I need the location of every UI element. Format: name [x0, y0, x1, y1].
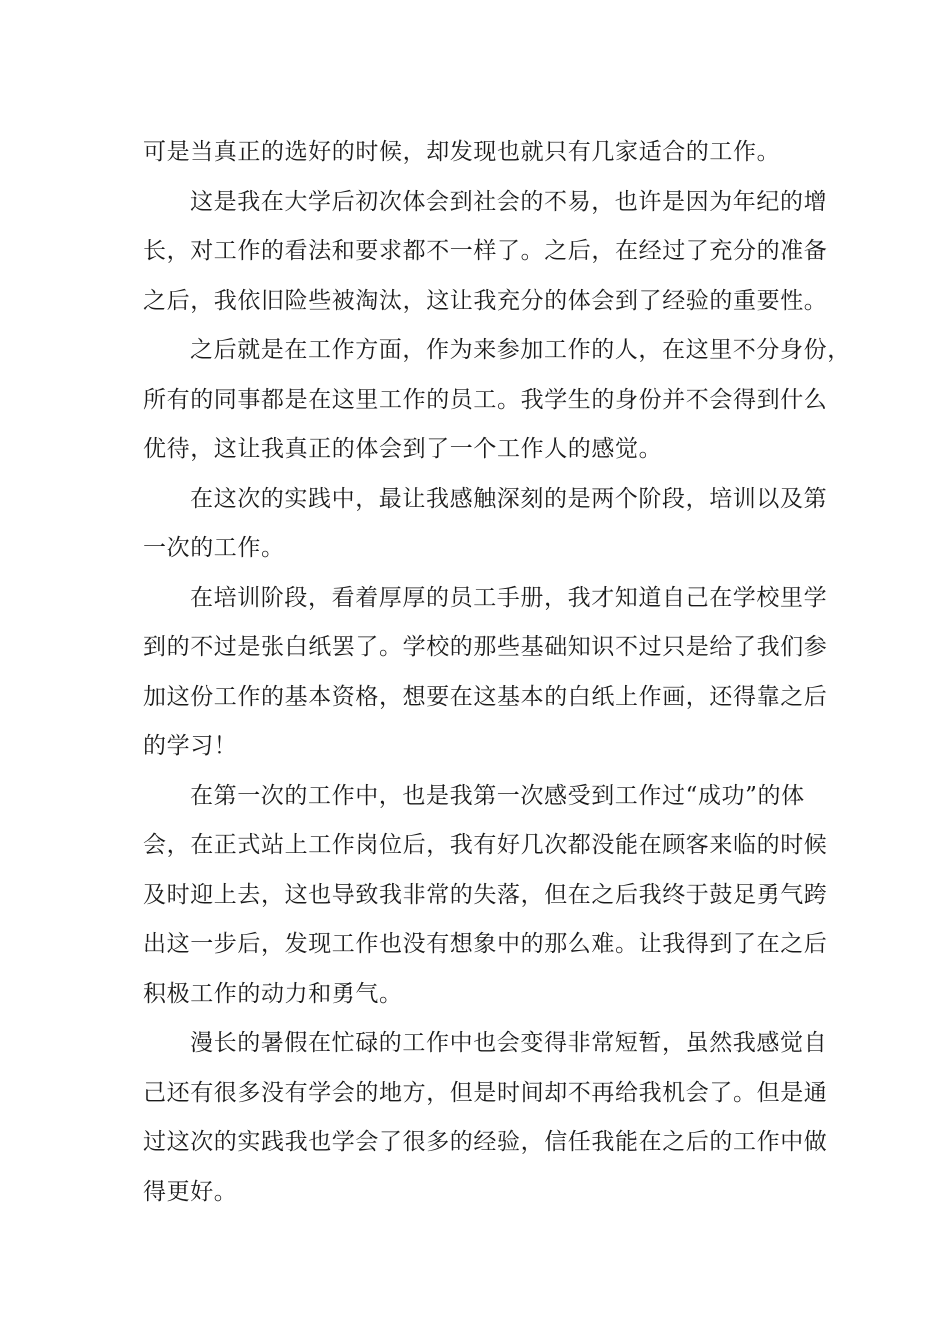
text-line: 会，在正式站上工作岗位后，我有好几次都没能在顾客来临的时候 — [143, 832, 828, 858]
text-line: 之后就是在工作方面，作为来参加工作的人，在这里不分身份， — [190, 337, 851, 363]
text-line: 优待，这让我真正的体会到了一个工作人的感觉。 — [143, 436, 663, 462]
paragraph-3 — [143, 326, 851, 475]
text-line: 加这份工作的基本资格，想要在这基本的白纸上作画，还得靠之后 — [143, 683, 828, 710]
text-line: 及时迎上去，这也导致我非常的失落，但在之后我终于鼓足勇气跨 — [143, 881, 828, 908]
text-line: 这是我在大学后初次体会到社会的不易，也许是因为年纪的增 — [190, 188, 828, 215]
text-line: 到的不过是张白纸罢了。学校的那些基础知识不过只是给了我们参 — [143, 634, 828, 660]
document-body — [143, 128, 851, 1217]
text-line: 在培训阶段，看着厚厚的员工手册，我才知道自己在学校里学 — [190, 584, 828, 611]
text-line: 的学习！ — [143, 733, 238, 759]
text-line: 在这次的实践中，最让我感触深刻的是两个阶段，培训以及第 — [190, 485, 828, 512]
text-line: 之后，我依旧险些被淘汰，这让我充分的体会到了经验的重要性。 — [143, 287, 828, 314]
text-line: 己还有很多没有学会的地方，但是时间却不再给我机会了。但是通 — [143, 1079, 828, 1106]
paragraph-1 — [143, 128, 807, 178]
text-line: 所有的同事都是在这里工作的员工。我学生的身份并不会得到什么 — [143, 386, 828, 413]
text-line: 长，对工作的看法和要求都不一样了。之后，在经过了充分的准备 — [143, 238, 828, 264]
text-line: 在第一次的工作中，也是我第一次感受到工作过“成功”的体 — [190, 782, 805, 809]
paragraph-4 — [143, 475, 828, 574]
text-line: 出这一步后，发现工作也没有想象中的那么难。让我得到了在之后 — [143, 931, 828, 957]
text-line: 可是当真正的选好的时候，却发现也就只有几家适合的工作。 — [143, 139, 781, 165]
paragraph-2 — [143, 178, 828, 327]
text-line: 积极工作的动力和勇气。 — [143, 980, 403, 1007]
paragraph-5 — [143, 574, 828, 772]
text-line: 过这次的实践我也学会了很多的经验，信任我能在之后的工作中做 — [143, 1129, 828, 1155]
text-line: 得更好。 — [143, 1178, 238, 1205]
paragraph-6 — [143, 772, 828, 1020]
paragraph-7 — [143, 1019, 828, 1217]
text-line: 漫长的暑假在忙碌的工作中也会变得非常短暂，虽然我感觉自 — [190, 1030, 828, 1056]
text-line: 一次的工作。 — [143, 535, 285, 561]
